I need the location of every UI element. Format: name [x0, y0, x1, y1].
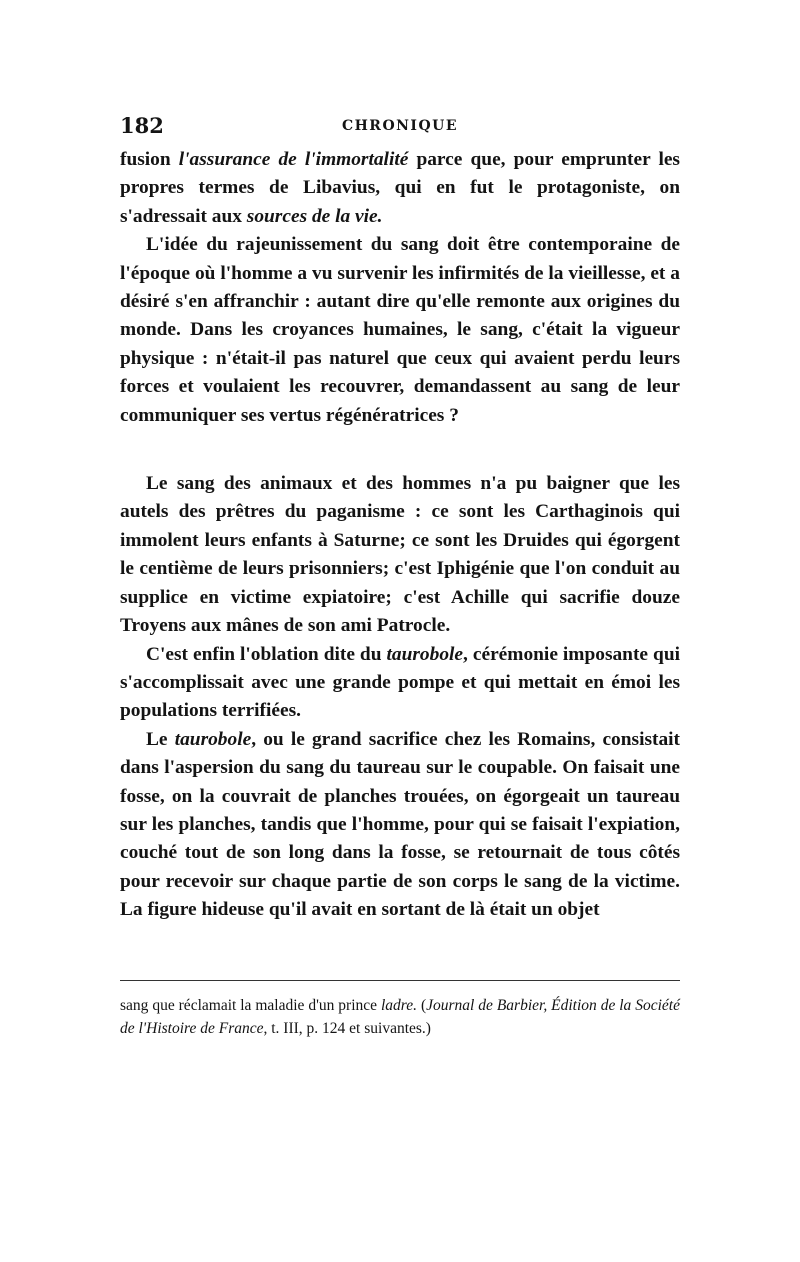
text-run: parce que, pour emprunter les propres termes de Libavius, qui en fut le protagoniste, on s'adressait aux [120, 149, 680, 227]
paragraph [120, 726, 680, 925]
italic-text-run: Journal de Barbier, Édition de la Société de l'Histoire de France [120, 997, 680, 1037]
paragraph [120, 470, 680, 640]
running-title: CHRONIQUE [341, 118, 459, 134]
text-run: , t. III, p. 124 et suivantes.) [263, 1020, 431, 1037]
page-header [120, 113, 680, 143]
footnote-rule [120, 980, 680, 981]
italic-text-run: ladre. [380, 997, 418, 1014]
body-text [120, 146, 680, 925]
text-run: , ou le grand sacrifice chez les Romains, consistait dans l'aspersion du sang du taureau sur le coupable. On faisait une fosse, on la couvrait de planches trouées, on égorgeait un taureau sur les planches, tandis que l'homme, pour qui se faisait l'expiation, couché tout de son long dans la fosse, se retournait de tous côtés pour recevoir sur chaque partie de son corps le sang de la victime. La figure hideuse qu'il avait en sortant de là était un objet [120, 728, 681, 921]
paragraph [120, 146, 680, 231]
text-run: Le sang des animaux et des hommes n'a pu baigner que les autels des prêtres du paganisme : ce sont les Carthaginois qui immolent leurs enfants à Saturne; ce sont les Druides qui égorgent le centième de leurs prisonniers; c'est Iphigénie que l'on conduit au supplice en victime expiatoire; c'est Achille qui sacrifie douze Troyens aux mânes de son ami Patrocle. [120, 473, 680, 637]
text-run: sang que réclamait la maladie d'un prince [120, 997, 381, 1014]
text-run: C'est enfin l'oblation dite du [146, 643, 387, 665]
text-run: fusion [120, 149, 179, 170]
italic-text-run: taurobole [386, 643, 464, 665]
paragraph-gap [120, 430, 680, 470]
italic-text-run: sources de la vie. [246, 205, 383, 227]
italic-text-run: l'assurance de l'immortalité [178, 149, 409, 170]
italic-text-run: taurobole [174, 728, 252, 750]
text-run: L'idée du rajeunissement du sang doit être contemporaine de l'époque où l'homme a vu survenir les infirmités de la vieillesse, et a désiré s'en affranchir : autant dire qu'elle remonte aux origines du monde. Dans les croyances humaines, le sang, c'était la vigueur physique : n'était-il pas naturel que ceux qui avaient perdu leurs forces et voulaient les recouvrer, demandassent au sang de leur communiquer ses vertus régénératrices ? [120, 234, 680, 426]
paragraph [120, 641, 680, 726]
page-number: 182 [120, 113, 164, 138]
paragraph [120, 231, 680, 430]
footnote [120, 994, 680, 1040]
text-run: ( [417, 997, 427, 1014]
text-run: , cérémonie imposante qui s'accomplissait avec une grande pompe et qui mettait en émoi les populations terrifiées. [120, 643, 680, 722]
text-run: Le [146, 728, 175, 750]
